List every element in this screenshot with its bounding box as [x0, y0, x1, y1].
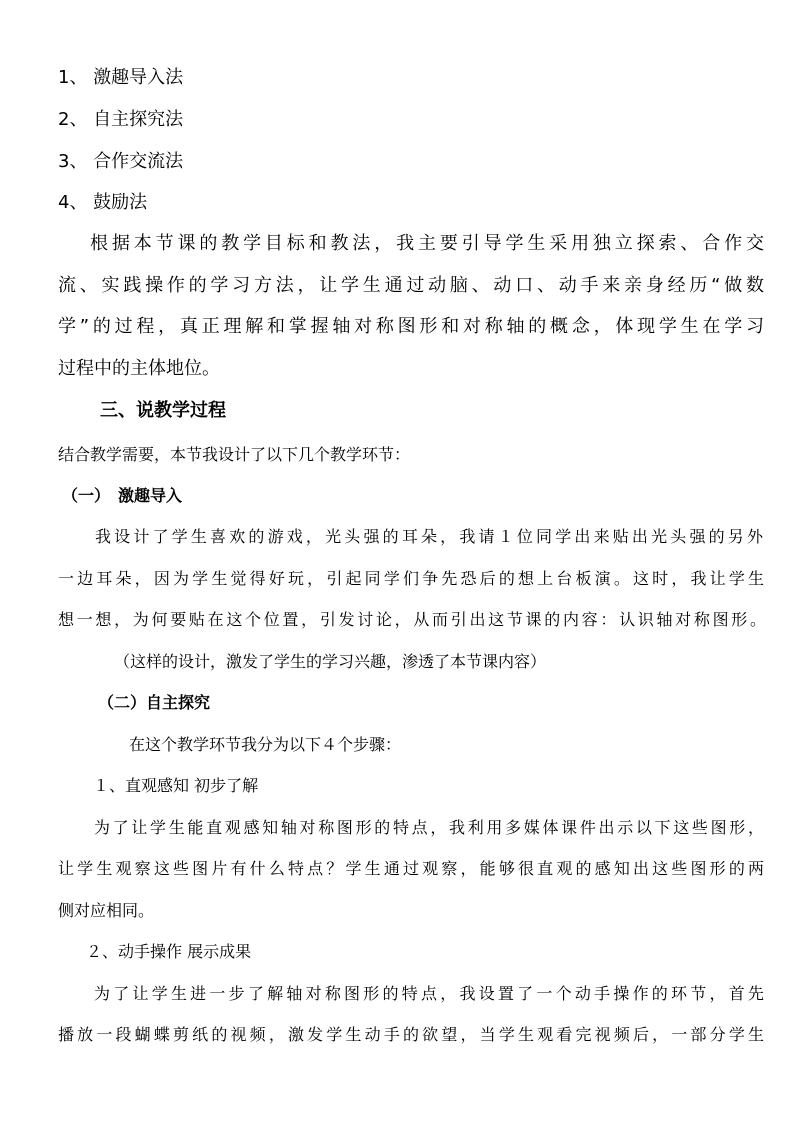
- section3-intro: 结合教学需要，本节我设计了以下几个教学环节：: [58, 445, 411, 464]
- study-method-line-1: 根据本节课的教学目标和教法，我主要引导学生采用独立探索、合作交: [90, 233, 764, 254]
- section3-heading: 三、说教学过程: [100, 400, 226, 421]
- part1-line-2: 一边耳朵，因为学生觉得好玩，引起同学们争先恐后的想上台板演。这时，我让学生: [58, 569, 764, 588]
- part1-heading: （一） 激趣导入: [62, 486, 183, 505]
- method-item-2: 2、 自主探究法: [58, 109, 184, 130]
- part2-heading: （二）自主探究: [98, 693, 211, 712]
- study-method-line-3: 学”的过程，真正理解和掌握轴对称图形和对称轴的概念，体现学生在学习: [58, 316, 764, 337]
- part1-line-3: 想一想，为何要贴在这个位置，引发讨论，从而引出这节课的内容：认识轴对称图形。: [58, 610, 766, 629]
- step1-heading: １、直观感知 初步了解: [93, 776, 259, 795]
- step2-heading: ２、动手操作 展示成果: [86, 942, 252, 961]
- part1-line-1: 我设计了学生喜欢的游戏，光头强的耳朵，我请１位同学出来贴出光头强的另外: [95, 527, 763, 546]
- step2-line-2: 播放一段蝴蝶剪纸的视频，激发学生动手的欲望，当学生观看完视频后，一部分学生: [58, 1025, 764, 1044]
- method-item-4: 4、 鼓励法: [58, 192, 148, 213]
- step2-line-1: 为了让学生进一步了解轴对称图形的特点，我设置了一个动手操作的环节，首先: [94, 984, 764, 1003]
- step1-line-3: 侧对应相同。: [58, 901, 155, 920]
- part2-intro: 在这个教学环节我分为以下４个步骤：: [129, 735, 402, 754]
- method-item-1: 1、 激趣导入法: [58, 67, 184, 88]
- study-method-line-4: 过程中的主体地位。: [58, 358, 220, 379]
- part1-note: （这样的设计，激发了学生的学习兴趣，渗透了本节课内容）: [114, 652, 547, 671]
- method-item-3: 3、 合作交流法: [58, 151, 184, 172]
- step1-line-1: 为了让学生能直观感知轴对称图形的特点，我利用多媒体课件出示以下这些图形，: [94, 818, 764, 837]
- step1-line-2: 让学生观察这些图片有什么特点？学生通过观察，能够很直观的感知出这些图形的两: [58, 859, 764, 878]
- study-method-line-2: 流、实践操作的学习方法，让学生通过动脑、动口、动手来亲身经历“做数: [58, 275, 764, 296]
